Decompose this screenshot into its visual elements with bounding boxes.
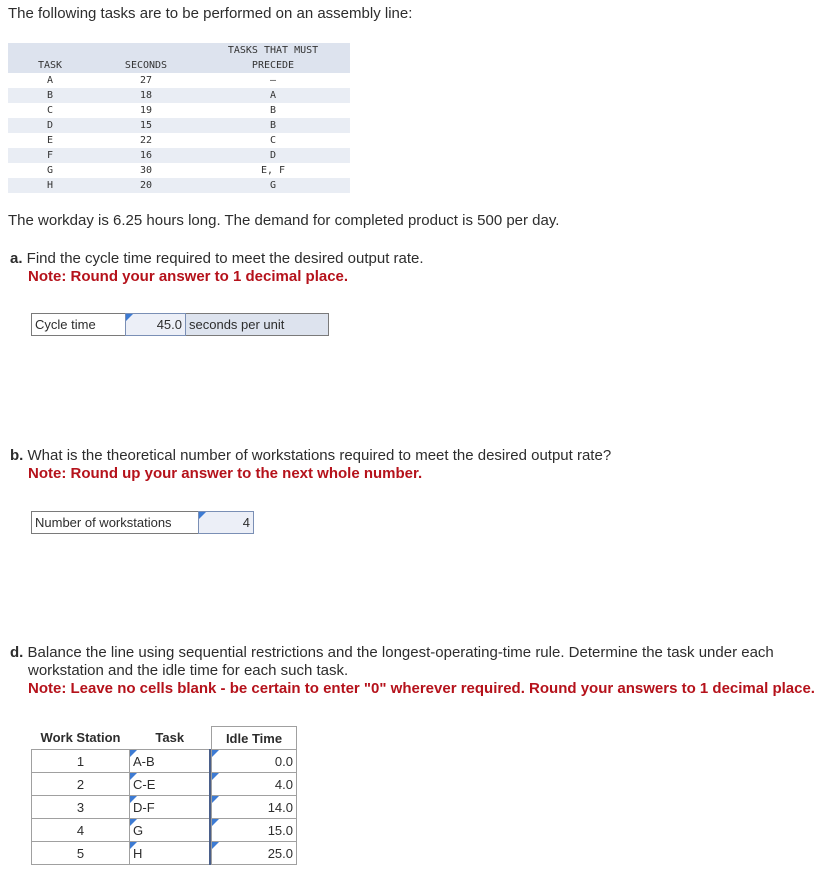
seconds-cell: 16 (139, 150, 153, 161)
idle-time-value: 14.0 (267, 799, 293, 815)
input-marker-icon (212, 750, 219, 757)
input-marker-icon (126, 314, 133, 321)
task-input[interactable] (130, 750, 211, 773)
part-b-note: Note: Round up your answer to the next whole number. (28, 465, 423, 482)
task-input[interactable] (130, 842, 211, 865)
task-cell: H (46, 180, 54, 191)
header-task: TASK (37, 60, 63, 71)
task-value: G (133, 822, 144, 838)
table-row (8, 88, 350, 103)
input-marker-icon (212, 773, 219, 780)
header-precede-line1: TASKS THAT MUST (227, 45, 319, 56)
seconds-cell: 22 (139, 135, 153, 146)
table-row (32, 796, 297, 819)
input-marker-icon (130, 819, 137, 826)
idle-time-input[interactable] (212, 750, 297, 773)
balance-table-header (32, 727, 297, 750)
idle-time-input[interactable] (212, 842, 297, 865)
station-cell: 1 (32, 750, 130, 773)
task-value: C-E (133, 776, 156, 792)
header-precede-line2: PRECEDE (251, 60, 295, 71)
idle-time-input[interactable] (212, 796, 297, 819)
idle-time-value: 25.0 (267, 845, 293, 861)
precede-cell: B (269, 120, 277, 131)
table-row (8, 163, 350, 178)
table-row (8, 178, 350, 193)
precede-cell: — (269, 75, 277, 86)
task-cell: D (46, 120, 54, 131)
station-cell: 3 (32, 796, 130, 819)
header-task: Task (155, 730, 185, 746)
station-cell: 2 (32, 773, 130, 796)
task-value: D-F (133, 799, 155, 815)
header-work-station: Work Station (40, 730, 121, 746)
part-b-question (10, 447, 611, 464)
input-marker-icon (130, 750, 137, 757)
input-marker-icon (130, 842, 137, 849)
precede-cell: B (269, 105, 277, 116)
task-cell: B (46, 90, 54, 101)
precede-cell: A (269, 90, 277, 101)
cycle-time-unit: seconds per unit (189, 317, 285, 332)
workstations-label: Number of workstations (31, 511, 199, 534)
idle-time-value: 4.0 (274, 776, 293, 792)
seconds-cell: 30 (139, 165, 153, 176)
input-marker-icon (130, 773, 137, 780)
task-input[interactable] (130, 819, 211, 842)
task-cell: F (46, 150, 54, 161)
header-seconds: SECONDS (124, 60, 168, 71)
task-value: A-B (133, 753, 155, 769)
header-idle-time: Idle Time (212, 727, 297, 750)
input-marker-icon (212, 819, 219, 826)
part-a-text: Find the cycle time required to meet the desired output rate. (22, 250, 424, 267)
station-cell: 5 (32, 842, 130, 865)
part-a-letter: a. (10, 250, 23, 267)
part-a-question (10, 250, 424, 267)
input-marker-icon (212, 842, 219, 849)
input-marker-icon (130, 796, 137, 803)
balance-table (31, 726, 297, 865)
part-d-letter: d. (10, 644, 24, 661)
workday-text: The workday is 6.25 hours long. The demand for completed product is 500 per day. (8, 212, 560, 229)
task-cell: E (46, 135, 54, 146)
task-value: H (133, 845, 143, 861)
cycle-time-label: Cycle time (31, 313, 126, 336)
table-row (32, 750, 297, 773)
seconds-cell: 19 (139, 105, 153, 116)
table-row (8, 118, 350, 133)
table-row (8, 133, 350, 148)
seconds-cell: 27 (139, 75, 153, 86)
table-row (32, 773, 297, 796)
task-table (8, 43, 350, 193)
input-marker-icon (199, 512, 206, 519)
precede-cell: C (269, 135, 277, 146)
station-cell: 4 (32, 819, 130, 842)
task-cell: C (46, 105, 54, 116)
task-cell: G (46, 165, 54, 176)
part-d-question (10, 644, 774, 661)
seconds-cell: 20 (139, 180, 153, 191)
task-input[interactable] (130, 796, 211, 819)
idle-time-input[interactable] (212, 773, 297, 796)
cycle-time-value: 45.0 (156, 317, 182, 332)
part-a-note: Note: Round your answer to 1 decimal place. (28, 268, 349, 285)
precede-cell: D (269, 150, 277, 161)
cycle-time-input[interactable] (125, 313, 186, 336)
seconds-cell: 18 (139, 90, 153, 101)
table-row (32, 819, 297, 842)
idle-time-input[interactable] (212, 819, 297, 842)
intro-text: The following tasks are to be performed on an assembly line: (8, 5, 413, 22)
seconds-cell: 15 (139, 120, 153, 131)
part-d-text-line2: workstation and the idle time for each such task. (28, 662, 349, 679)
part-d-text-line1: Balance the line using sequential restrictions and the longest-operating-time rule. Determine the task under each (23, 644, 774, 661)
table-row (8, 73, 350, 88)
workstations-value: 4 (242, 515, 250, 530)
part-b-letter: b. (10, 447, 24, 464)
table-row (8, 103, 350, 118)
idle-time-value: 15.0 (267, 822, 293, 838)
precede-cell: E, F (260, 165, 286, 176)
table-row (32, 842, 297, 865)
table-row (8, 148, 350, 163)
part-b-text: What is the theoretical number of workstations required to meet the desired output rate? (23, 447, 612, 464)
task-table-header (8, 43, 350, 73)
workstations-input[interactable] (198, 511, 254, 534)
idle-time-value: 0.0 (274, 753, 293, 769)
task-cell: A (46, 75, 54, 86)
input-marker-icon (212, 796, 219, 803)
part-d-note: Note: Leave no cells blank - be certain to enter "0" wherever required. Round your answers to 1 decimal place. (28, 680, 815, 697)
task-input[interactable] (130, 773, 211, 796)
precede-cell: G (269, 180, 277, 191)
